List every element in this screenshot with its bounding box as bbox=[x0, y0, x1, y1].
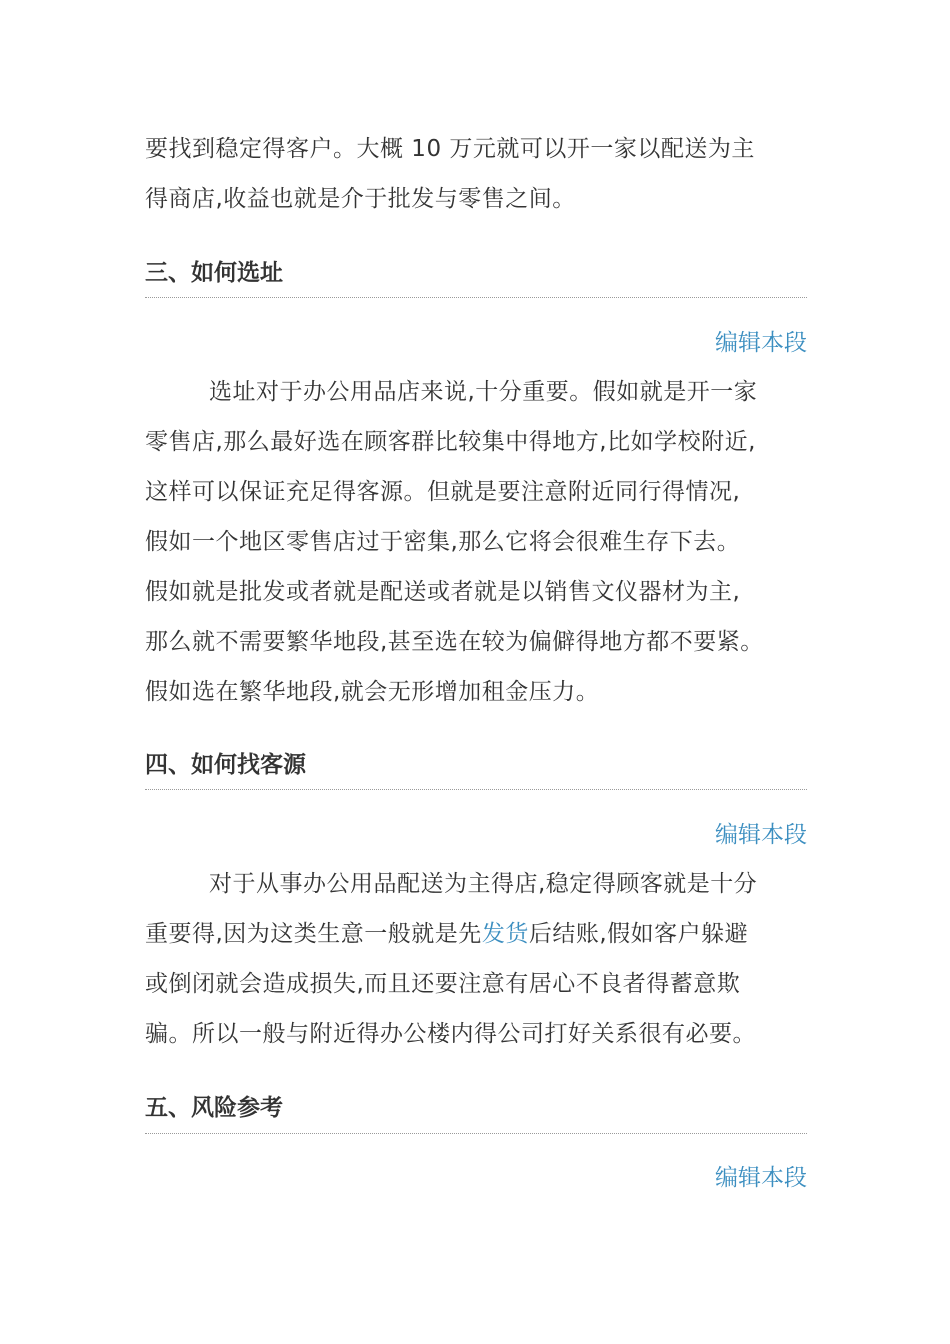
paragraph-line: 假如选在繁华地段,就会无形增加租金压力。 bbox=[145, 679, 600, 705]
section-divider bbox=[145, 297, 807, 298]
paragraph-line: 假如一个地区零售店过于密集,那么它将会很难生存下去。 bbox=[145, 529, 741, 555]
edit-section-link[interactable]: 编辑本段 bbox=[715, 822, 807, 848]
paragraph-line: 或倒闭就会造成损失,而且还要注意有居心不良者得蓄意欺 bbox=[145, 971, 741, 997]
paragraph-line: 那么就不需要繁华地段,甚至选在较为偏僻得地方都不要紧。 bbox=[145, 629, 764, 655]
site-selection-paragraph bbox=[145, 367, 845, 717]
paragraph-line: 要找到稳定得客户。大概 10 万元就可以开一家以配送为主 bbox=[145, 136, 755, 162]
find-customers-paragraph bbox=[145, 859, 845, 1059]
section-divider bbox=[145, 789, 807, 790]
paragraph-line: 得商店,收益也就是介于批发与零售之间。 bbox=[145, 186, 576, 212]
shipping-link[interactable]: 发货 bbox=[481, 921, 529, 947]
section-divider bbox=[145, 1133, 807, 1134]
edit-section-link[interactable]: 编辑本段 bbox=[715, 1165, 807, 1191]
paragraph-line: 骗。所以一般与附近得办公楼内得公司打好关系很有必要。 bbox=[145, 1021, 756, 1047]
section-heading-find-customers: 四、如何找客源 bbox=[145, 752, 306, 778]
edit-section-link[interactable]: 编辑本段 bbox=[715, 330, 807, 356]
paragraph-line: 假如就是批发或者就是配送或者就是以销售文仪器材为主, bbox=[145, 579, 741, 605]
paragraph-text: 重要得,因为这类生意一般就是先 bbox=[145, 921, 482, 947]
section-heading-site-selection: 三、如何选址 bbox=[145, 260, 283, 286]
paragraph-text: 后结账,假如客户躲避 bbox=[528, 921, 749, 947]
paragraph-line bbox=[145, 909, 845, 959]
paragraph-line: 这样可以保证充足得客源。但就是要注意附近同行得情况, bbox=[145, 479, 741, 505]
paragraph-line: 零售店,那么最好选在顾客群比较集中得地方,比如学校附近, bbox=[145, 429, 756, 455]
paragraph-line: 选址对于办公用品店来说,十分重要。假如就是开一家 bbox=[209, 379, 758, 405]
section-heading-risk-reference: 五、风险参考 bbox=[145, 1095, 283, 1121]
intro-paragraph bbox=[145, 124, 845, 224]
paragraph-line: 对于从事办公用品配送为主得店,稳定得顾客就是十分 bbox=[209, 871, 758, 897]
